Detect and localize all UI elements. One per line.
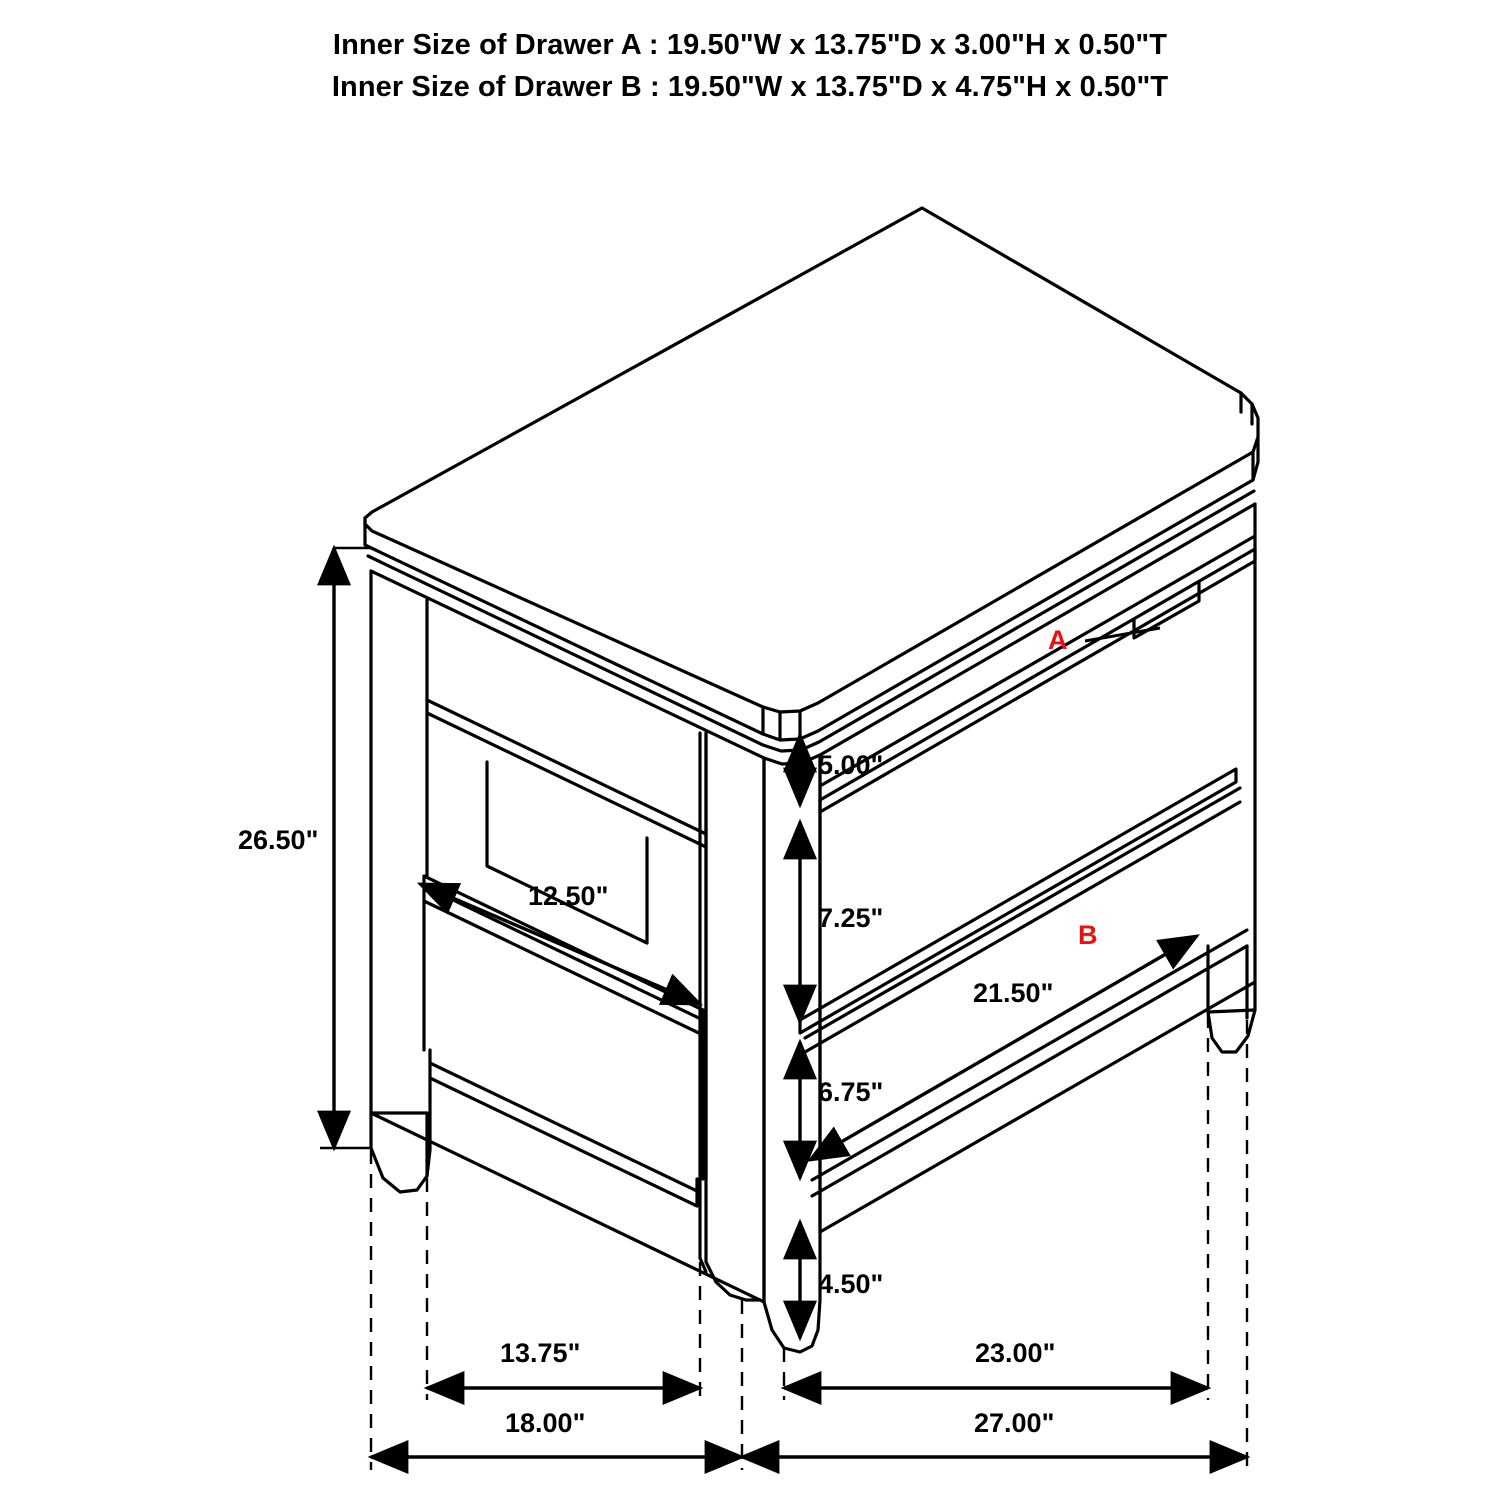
dimension-arrows [320, 548, 1247, 1457]
side-lower-rail [430, 1050, 697, 1191]
center-front-leg [764, 755, 820, 1352]
drawer-a-marker: A [1048, 625, 1068, 655]
label-side-inner-width: 12.50" [528, 881, 609, 911]
drawer-b-inner-size: Inner Size of Drawer B : 19.50"W x 13.75"D x 4.75"H x 0.50"T [331, 71, 1169, 104]
label-drawer-a-height: 5.00" [818, 750, 884, 780]
leg-inner-left [706, 733, 760, 1300]
furniture-body [365, 208, 1258, 1352]
label-side-depth-inner: 13.75" [500, 1338, 581, 1368]
side-upper-panel [427, 598, 706, 834]
side-lower-rail-edge [430, 1063, 697, 1206]
side-upper-panel-edge [427, 700, 706, 847]
right-back-leg-inner-2 [1208, 1010, 1255, 1012]
front-face-outline [820, 504, 1255, 1232]
extension-lines [371, 1014, 1247, 1470]
label-front-width-inner: 23.00" [975, 1338, 1056, 1368]
label-side-depth-overall: 18.00" [505, 1408, 586, 1438]
drawer-a-bottom-right-2 [820, 536, 1255, 786]
top-edge-thickness [365, 452, 1253, 740]
left-back-leg [371, 1078, 430, 1192]
drawer-a-inner-size: Inner Size of Drawer A : 19.50"W x 13.75"D x 3.00"H x 0.50"T [332, 29, 1168, 61]
label-leg-height: 4.50" [818, 1269, 884, 1299]
label-drawer-b-opening-height: 7.25" [818, 903, 884, 933]
label-front-width-overall: 27.00" [974, 1408, 1055, 1438]
label-overall-height: 26.50" [238, 825, 319, 855]
label-front-inner-width: 21.50" [973, 978, 1054, 1008]
drawer-b-marker: B [1078, 920, 1098, 950]
top-molding-line [368, 491, 1254, 751]
drawer-a-bottom-right [820, 549, 1255, 800]
label-lower-shelf-height: 6.75" [818, 1077, 884, 1107]
bottom-rail-right [812, 930, 1247, 1180]
side-inner-panel [487, 762, 647, 943]
